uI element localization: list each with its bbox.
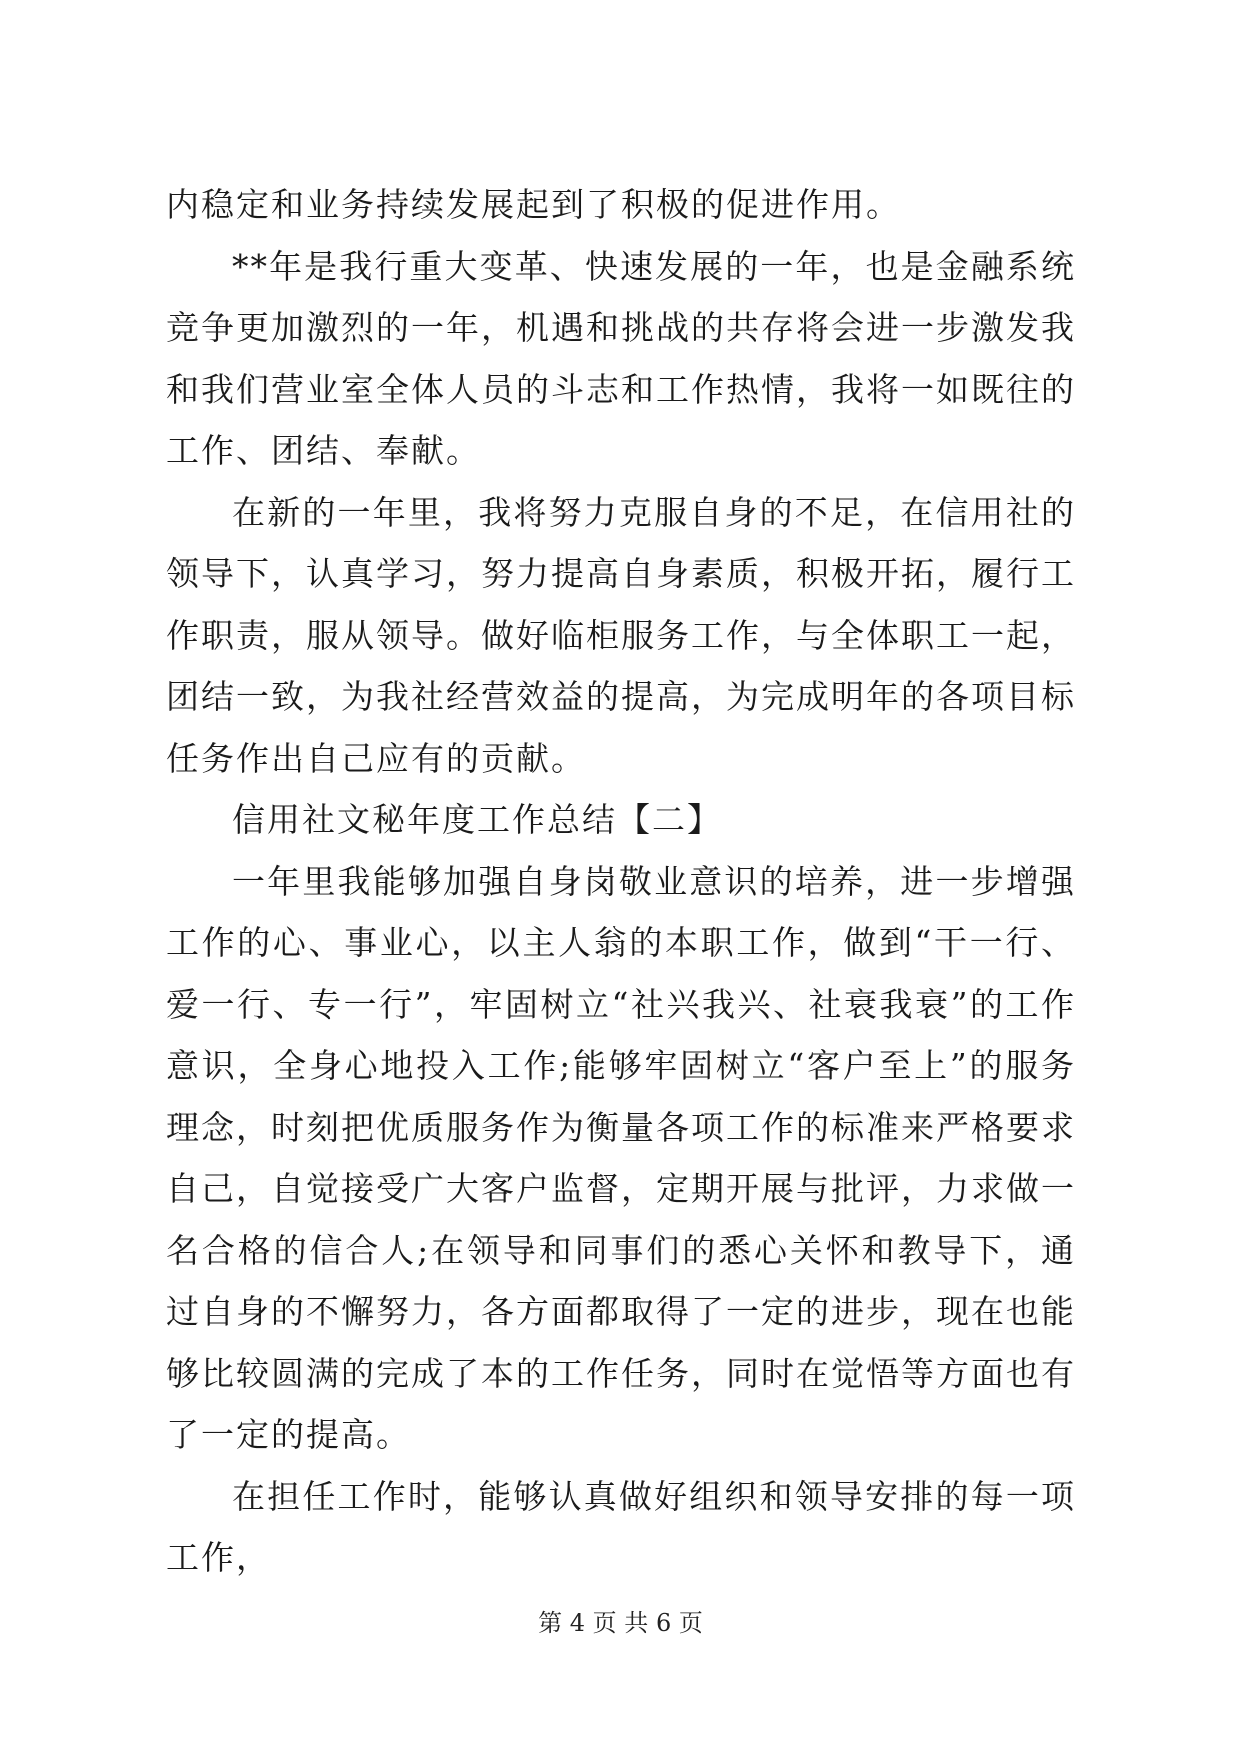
paragraph-annual-summary: 一年里我能够加强自身岗敬业意识的培养，进一步增强工作的心、事业心，以主人翁的本职工作，做到“干一行、爱一行、专一行”，牢固树立“社兴我兴、社衰我衰”的工作意识，全身心地投入工作;能够牢固树立“客户至上”的服务理念，时刻把优质服务作为衡量各项工作的标准来严格要求自己，自觉接受广大客户监督，定期开展与批评，力求做一名合格的信合人;在领导和同事们的悉心关怀和教导下，通过自身的不懈努力，各方面都取得了一定的进步，现在也能够比较圆满的完成了本的工作任务，同时在觉悟等方面也有了一定的提高。 xyxy=(166,861,1076,1454)
section-heading: 信用社文秘年度工作总结【二】 xyxy=(232,800,722,839)
page-number-footer: 第 4 页 共 6 页 xyxy=(538,1609,703,1637)
document-body xyxy=(166,174,1076,1589)
paragraph-work-duties: 在担任工作时，能够认真做好组织和领导安排的每一项工作， xyxy=(166,1476,1076,1577)
paragraph-new-year-plan: 在新的一年里，我将努力克服自身的不足，在信用社的领导下，认真学习，努力提高自身素质，积极开拓，履行工作职责，服从领导。做好临柜服务工作，与全体职工一起，团结一致，为我社经营效益的提高，为完成明年的各项目标任务作出自己应有的贡献。 xyxy=(166,492,1076,778)
paragraph-continuation: 内稳定和业务持续发展起到了积极的促进作用。 xyxy=(166,185,901,224)
paragraph-year-outlook: **年是我行重大变革、快速发展的一年，也是金融系统竞争更加激烈的一年，机遇和挑战的共存将会进一步激发我和我们营业室全体人员的斗志和工作热情，我将一如既往的工作、团结、奉献。 xyxy=(166,246,1076,470)
